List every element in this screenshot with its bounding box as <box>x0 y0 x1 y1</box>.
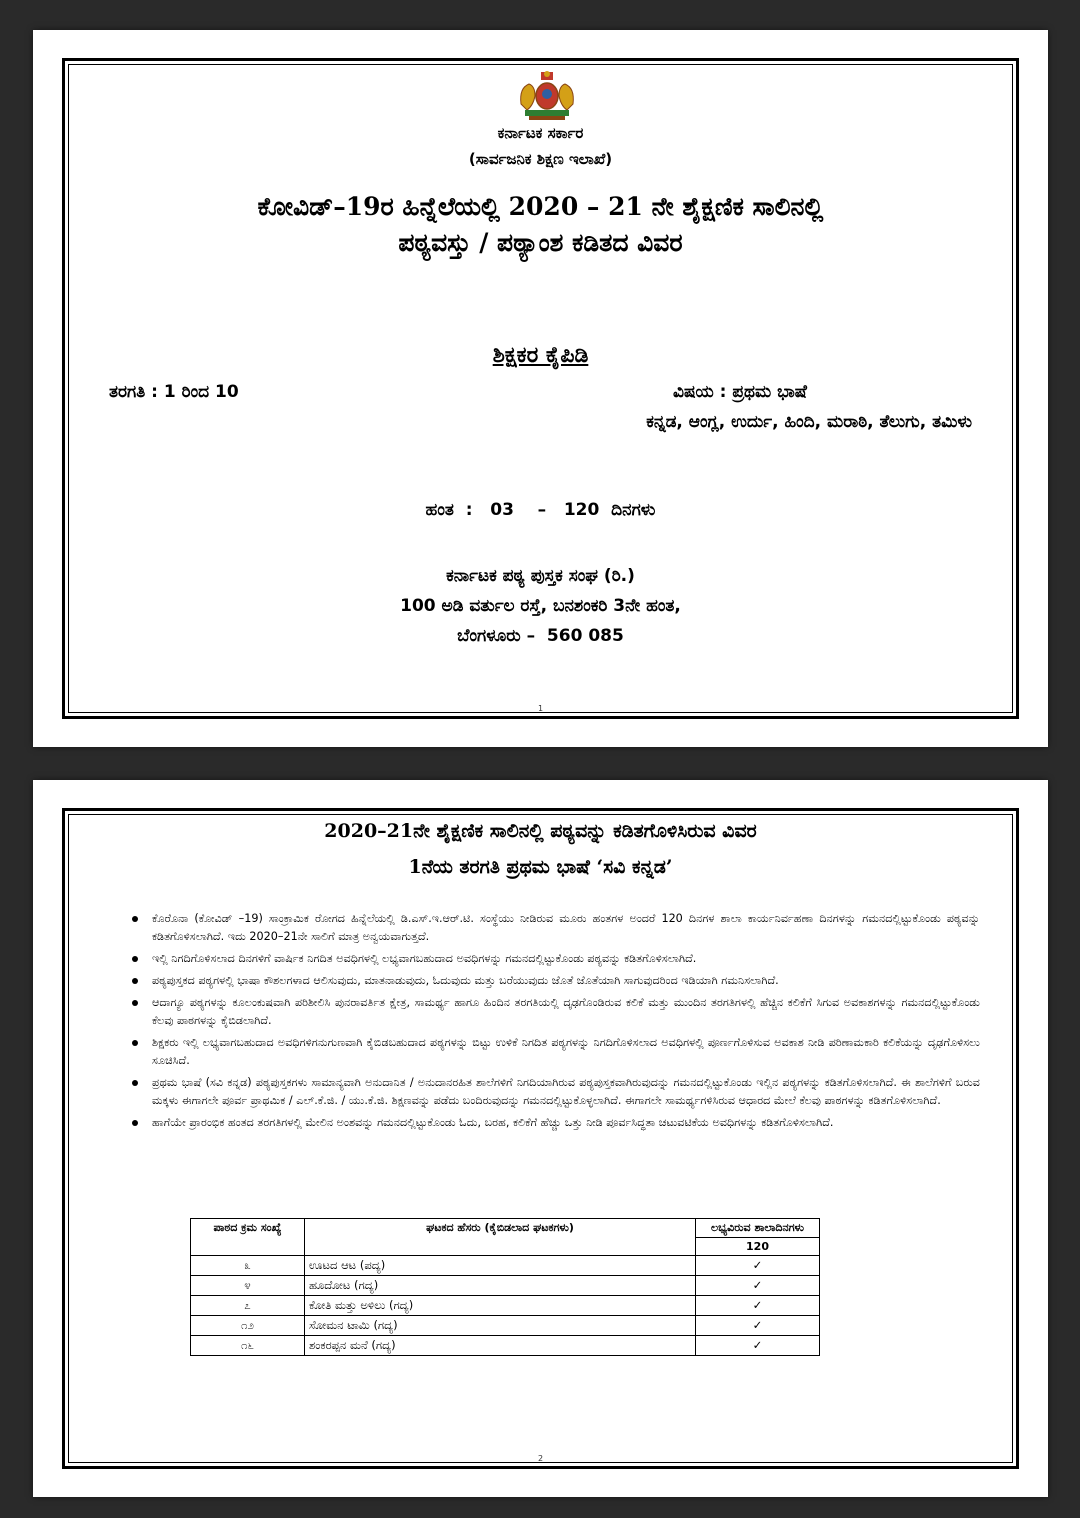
list-item: ಇಲ್ಲಿ ನಿಗದಿಗೊಳಿಸಲಾದ ದಿನಗಳಿಗೆ ವಾರ್ಷಿಕ ನಿಗದಿತ ಅವಧಿಗಳಲ್ಲಿ ಲಭ್ಯವಾಗಬಹುದಾದ ಅವಧಿಗಳನ್ನು ಗಮನದಲ್ಲಿಟ್ಟುಕೊಂಡು ಪಠ್ಯವನ್ನು ಕಡಿತಗೊಳಿಸಲಾಗಿದೆ. <box>128 950 980 968</box>
col-days-subheader: 120 <box>696 1238 820 1256</box>
check-icon: ✓ <box>696 1336 820 1356</box>
title-line-1: ಕೋವಿಡ್–19ರ ಹಿನ್ನೆಲೆಯಲ್ಲಿ 2020 – 21 ನೇ ಶೈಕ್ಷಣಿಕ ಸಾಲಿನಲ್ಲಿ <box>257 192 824 221</box>
document-page-1 <box>33 30 1048 747</box>
check-icon: ✓ <box>696 1296 820 1316</box>
table-row: ೧೨ ಸೋಮನ ಟಾಮಿ (ಗದ್ಯ) ✓ <box>191 1316 820 1336</box>
table-row: ೩ ಊಟದ ಆಟ (ಪದ್ಯ) ✓ <box>191 1256 820 1276</box>
document-page-2 <box>33 780 1048 1497</box>
title-line-2: ಪಠ್ಯವಸ್ತು / ಪಠ್ಯಾಂಶ ಕಡಿತದ ವಿವರ <box>398 228 683 257</box>
department-name: (ಸಾರ್ವಜನಿಕ ಶಿಕ್ಷಣ ಇಲಾಖೆ) <box>468 150 613 168</box>
table-row: ೪ ಹೂದೋಟ (ಗದ್ಯ) ✓ <box>191 1276 820 1296</box>
table-row: ೧೬ ಶಂಕರಪ್ಪನ ಮನೆ (ಗದ್ಯ) ✓ <box>191 1336 820 1356</box>
check-icon: ✓ <box>696 1256 820 1276</box>
notes-list <box>128 910 980 1136</box>
government-name: ಕರ್ನಾಟಕ ಸರ್ಕಾರ <box>497 124 584 142</box>
page-number: 1 <box>537 704 544 713</box>
col-lesson-number-header: ಪಾಠದ ಕ್ರಮ ಸಂಖ್ಯೆ <box>191 1219 305 1256</box>
list-item: ಪ್ರಥಮ ಭಾಷೆ (ಸವಿ ಕನ್ನಡ) ಪಠ್ಯಪುಸ್ತಕಗಳು ಸಾಮಾನ್ಯವಾಗಿ ಅನುದಾನಿತ / ಅನುದಾನರಹಿತ ಶಾಲೆಗಳಿಗೆ ನಿಗದಿಯಾಗಿರುವ ಪಠ್ಯಪುಸ್ತಕವಾಗಿರುವುದನ್ನು ಗಮನದಲ್ಲಿಟ್ಟುಕೊಂಡು ಇಲ್ಲಿನ ಪಠ್ಯಗಳನ್ನು ಕಡಿತಗೊಳಿಸಲಾಗಿದೆ. ಈ ಶಾಲೆಗಳಿಗೆ ಬರುವ ಮಕ್ಕಳು ಈಗಾಗಲೇ ಪೂರ್ವ ಪ್ರಾಥಮಿಕ / ಎಲ್.ಕೆ.ಜಿ. / ಯು.ಕೆ.ಜಿ. ಶಿಕ್ಷಣವನ್ನು ಪಡೆದು ಬಂದಿರುವುದನ್ನು ಗಮನದಲ್ಲಿಟ್ಟುಕೊಳ್ಳಲಾಗಿದೆ. ಈಗಾಗಲೇ ಸಾಮರ್ಥ್ಯಗಳಿಸಿರುವ ಆಧಾರದ ಮೇಲೆ ಕೆಲವು ಪಾಠಗಳನ್ನು ಕಡಿತಗೊಳಿಸಲಾಗಿದೆ. <box>128 1074 980 1110</box>
list-item: ಆದಾಗ್ಯೂ ಪಠ್ಯಗಳನ್ನು ಕೂಲಂಕುಷವಾಗಿ ಪರಿಶೀಲಿಸಿ ಪುನರಾವರ್ತಿತ ಕ್ಷೇತ್ರ, ಸಾಮರ್ಥ್ಯ ಹಾಗೂ ಹಿಂದಿನ ತರಗತಿಯಲ್ಲಿ ದೃಢಗೊಂಡಿರುವ ಕಲಿಕೆ ಮತ್ತು ಮುಂದಿನ ತರಗತಿಗಳಲ್ಲಿ ಹೆಚ್ಚಿನ ಕಲಿಕೆಗೆ ಸಿಗುವ ಅವಕಾಶಗಳನ್ನು ಗಮನದಲ್ಲಿಟ್ಟುಕೊಂಡು ಕೆಲವು ಪಾಠಗಳನ್ನು ಕೈಬಿಡಲಾಗಿದೆ. <box>128 994 980 1030</box>
list-item: ಹಾಗೆಯೇ ಪ್ರಾರಂಭಿಕ ಹಂತದ ತರಗತಿಗಳಲ್ಲಿ ಮೇಲಿನ ಅಂಶವನ್ನು ಗಮನದಲ್ಲಿಟ್ಟುಕೊಂಡು ಓದು, ಬರಹ, ಕಲಿಕೆಗೆ ಹೆಚ್ಚು ಒತ್ತು ನೀಡಿ ಪೂರ್ವಸಿದ್ಧತಾ ಚಟುವಟಿಕೆಯ ಅವಧಿಗಳನ್ನು ಕಡಿತಗೊಳಿಸಲಾಗಿದೆ. <box>128 1114 980 1132</box>
list-item: ಕೊರೊನಾ (ಕೋವಿಡ್ –19) ಸಾಂಕ್ರಾಮಿಕ ರೋಗದ ಹಿನ್ನೆಲೆಯಲ್ಲಿ ಡಿ.ಎಸ್.ಇ.ಆರ್.ಟಿ. ಸಂಸ್ಥೆಯು ನೀಡಿರುವ ಮೂರು ಹಂತಗಳ ಅಂದರೆ 120 ದಿನಗಳ ಶಾಲಾ ಕಾರ್ಯನಿರ್ವಹಣಾ ದಿನಗಳನ್ನು ಗಮನದಲ್ಲಿಟ್ಟುಕೊಂಡು ಪಠ್ಯವನ್ನು ಕಡಿತಗೊಳಿಸಲಾಗಿದೆ. ಇದು 2020–21ನೇ ಸಾಲಿಗೆ ಮಾತ್ರ ಅನ್ವಯವಾಗುತ್ತದೆ. <box>128 910 980 946</box>
table-row: ೭ ಕೋತಿ ಮತ್ತು ಅಳಿಲು (ಗದ್ಯ) ✓ <box>191 1296 820 1316</box>
col-unit-name-header: ಘಟಕದ ಹೆಸರು (ಕೈಬಿಡಲಾದ ಘಟಕಗಳು) <box>305 1219 696 1256</box>
languages-list: ಕನ್ನಡ, ಆಂಗ್ಲ, ಉರ್ದು, ಹಿಂದಿ, ಮರಾಠಿ, ತೆಲುಗು, ತಮಿಳು <box>646 412 972 432</box>
subject-label: ವಿಷಯ : ಪ್ರಥಮ ಭಾಷೆ <box>673 382 807 402</box>
phase-info: ಹಂತ : 03 – 120 ದಿನಗಳು <box>425 500 656 520</box>
col-days-header: ಲಭ್ಯವಿರುವ ಶಾಲಾದಿನಗಳು <box>696 1219 820 1238</box>
check-icon: ✓ <box>696 1316 820 1336</box>
heading-2: 1ನೆಯ ತರಗತಿ ಪ್ರಥಮ ಭಾಷೆ ‘ಸವಿ ಕನ್ನಡ’ <box>408 856 673 878</box>
list-item: ಪಠ್ಯಪುಸ್ತಕದ ಪಠ್ಯಗಳಲ್ಲಿ ಭಾಷಾ ಕೌಶಲಗಳಾದ ಆಲಿಸುವುದು, ಮಾತನಾಡುವುದು, ಓದುವುದು ಮತ್ತು ಬರೆಯುವುದು ಜೊತೆ ಜೊತೆಯಾಗಿ ಸಾಗುವುದರಿಂದ ಇಡಿಯಾಗಿ ಗಮನಿಸಲಾಗಿದೆ. <box>128 972 980 990</box>
check-icon: ✓ <box>696 1276 820 1296</box>
page-border <box>62 808 1019 1469</box>
handbook-title: ಶಿಕ್ಷಕರ ಕೈಪಿಡಿ <box>492 342 589 368</box>
heading-1: 2020–21ನೇ ಶೈಕ್ಷಣಿಕ ಸಾಲಿನಲ್ಲಿ ಪಠ್ಯವನ್ನು ಕಡಿತಗೊಳಿಸಿರುವ ವಿವರ <box>324 820 757 842</box>
address-line-1: 100 ಅಡಿ ವರ್ತುಲ ರಸ್ತೆ, ಬನಶಂಕರಿ 3ನೇ ಹಂತ, <box>400 596 681 616</box>
address-line-2: ಬೆಂಗಳೂರು – 560 085 <box>457 626 624 646</box>
publisher-name: ಕರ್ನಾಟಕ ಪಠ್ಯ ಪುಸ್ತಕ ಸಂಘ (ರಿ.) <box>446 566 635 586</box>
dropped-units-table <box>190 1218 820 1356</box>
page-number: 2 <box>537 1454 544 1463</box>
class-label: ತರಗತಿ : 1 ರಿಂದ 10 <box>109 382 239 402</box>
karnataka-emblem-icon <box>515 70 579 122</box>
list-item: ಶಿಕ್ಷಕರು ಇಲ್ಲಿ ಲಭ್ಯವಾಗಬಹುದಾದ ಅವಧಿಗಳಿಗನುಗುಣವಾಗಿ ಕೈಬಿಡಬಹುದಾದ ಪಠ್ಯಗಳನ್ನು ಬಿಟ್ಟು ಉಳಿಕೆ ನಿಗದಿತ ಪಠ್ಯಗಳನ್ನು ನಿಗದಿಗೊಳಿಸಲಾದ ಅವಧಿಗಳಲ್ಲಿ ಪೂರ್ಣಗೊಳಿಸುವ ಅವಕಾಶ ನೀಡಿ ಪರಿಣಾಮಕಾರಿ ಕಲಿಕೆಯನ್ನು ದೃಢಗೊಳಿಸಲು ಸೂಚಿಸಿದೆ. <box>128 1034 980 1070</box>
